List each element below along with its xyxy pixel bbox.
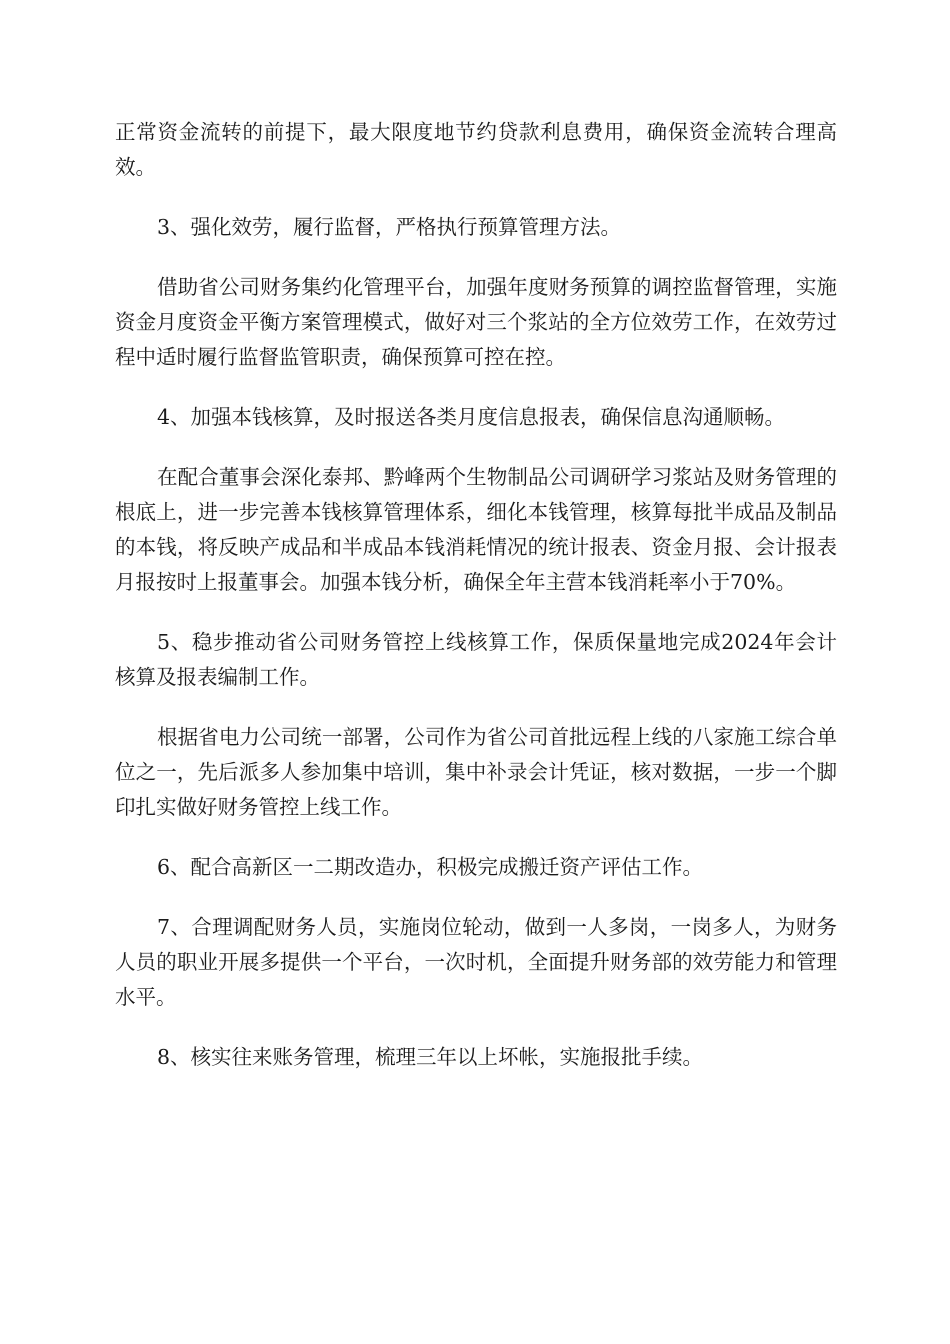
- heading-item-8: 8、核实往来账务管理，梳理三年以上坏帐，实施报批手续。: [157, 1045, 704, 1069]
- paragraph-item-5: 根据省电力公司统一部署，公司作为省公司首批远程上线的八家施工综合单位之一，先后派多人参加集中培训，集中补录会计凭证，核对数据，一步一个脚印扎实做好财务管控上线工作。: [115, 725, 837, 819]
- heading-item-5: 5、稳步推动省公司财务管控上线核算工作，保质保量地完成2024年会计核算及报表编制工作。: [115, 630, 837, 689]
- heading-item-3: 3、强化效劳，履行监督，严格执行预算管理方法。: [157, 215, 622, 239]
- heading-item-4: 4、加强本钱核算，及时报送各类月度信息报表，确保信息沟通顺畅。: [157, 405, 786, 429]
- paragraph-item-3: 借助省公司财务集约化管理平台，加强年度财务预算的调控监督管理，实施资金月度资金平衡方案管理模式，做好对三个浆站的全方位效劳工作，在效劳过程中适时履行监督监管职责，确保预算可控在控。: [115, 275, 837, 369]
- document-body: [115, 115, 837, 1100]
- heading-item-7: 7、合理调配财务人员，实施岗位轮动，做到一人多岗，一岗多人，为财务人员的职业开展多提供一个平台，一次时机，全面提升财务部的效劳能力和管理水平。: [115, 915, 837, 1009]
- paragraph-item-4: 在配合董事会深化泰邦、黔峰两个生物制品公司调研学习浆站及财务管理的根底上，进一步完善本钱核算管理体系，细化本钱管理，核算每批半成品及制品的本钱，将反映产成品和半成品本钱消耗情况的统计报表、资金月报、会计报表月报按时上报董事会。加强本钱分析，确保全年主营本钱消耗率小于70%。: [115, 465, 837, 594]
- paragraph-continuation: 正常资金流转的前提下，最大限度地节约贷款利息费用，确保资金流转合理高效。: [115, 120, 837, 179]
- heading-item-6: 6、配合高新区一二期改造办，积极完成搬迁资产评估工作。: [157, 855, 704, 879]
